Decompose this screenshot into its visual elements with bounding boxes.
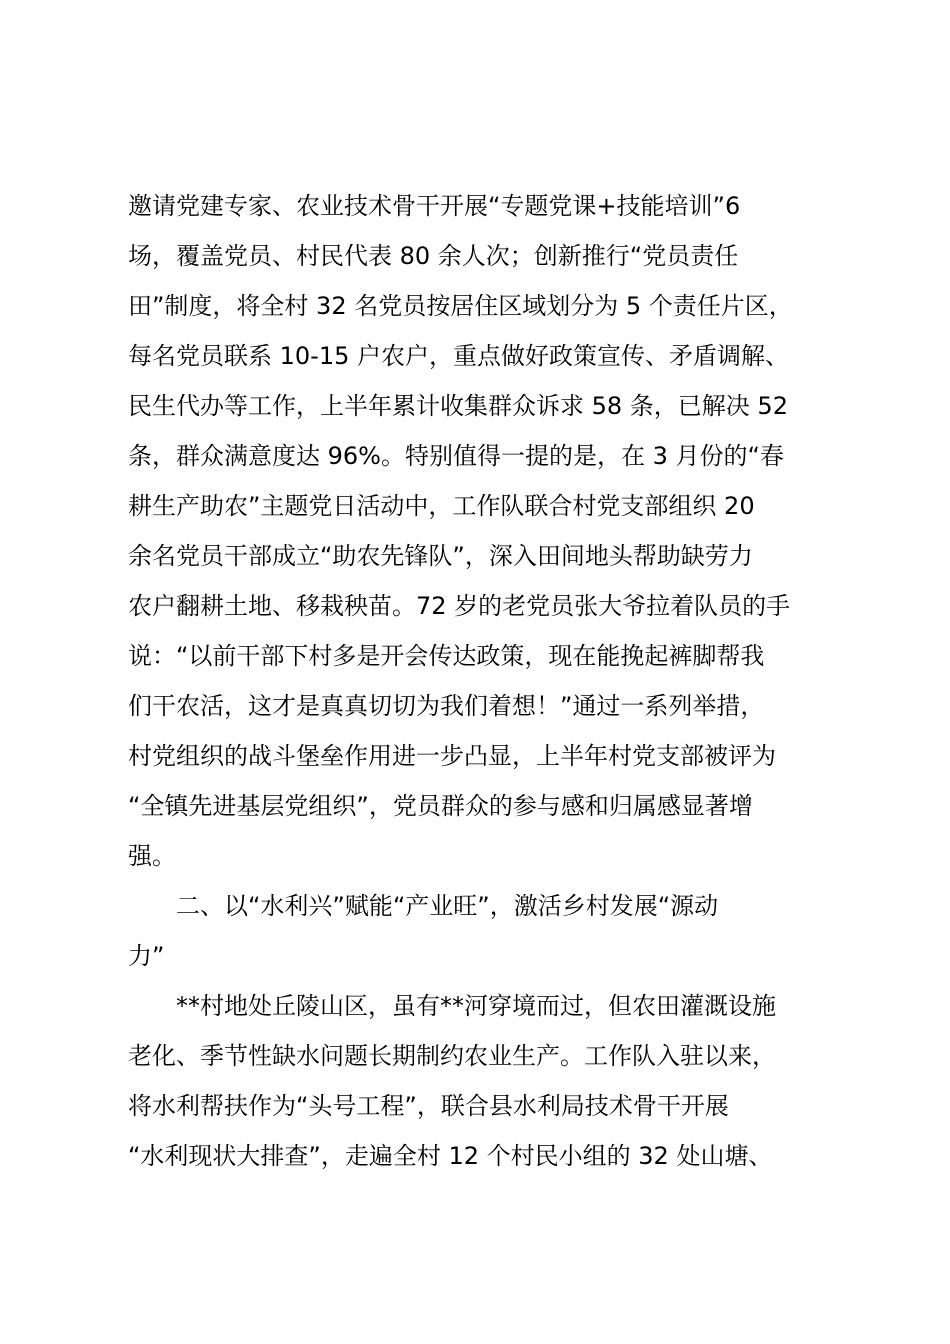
text-line: 耕生产助农”主题党日活动中，工作队联合村党支部组织 20 xyxy=(128,492,755,520)
text-line: **村地处丘陵山区，虽有**河穿境而过，但农田灌溉设施 xyxy=(176,992,776,1020)
text-line: 余名党员干部成立“助农先锋队”，深入田间地头帮助缺劳力 xyxy=(128,542,753,570)
text-line: “水利现状大排查”，走遍全村 12 个村民小组的 32 处山塘、 xyxy=(128,1142,773,1170)
text-line: “全镇先进基层党组织”，党员群众的参与感和归属感显著增 xyxy=(128,792,753,820)
text-line: 邀请党建专家、农业技术骨干开展“专题党课+技能培训”6 xyxy=(128,192,741,220)
text-line: 老化、季节性缺水问题长期制约农业生产。工作队入驻以来， xyxy=(128,1042,776,1070)
text-line: 每名党员联系 10-15 户农户，重点做好政策宣传、矛盾调解、 xyxy=(128,342,789,370)
text-line: 村党组织的战斗堡垒作用进一步凸显，上半年村党支部被评为 xyxy=(128,742,776,770)
section-heading: 二、以“水利兴”赋能“产业旺”，激活乡村发展“源动 xyxy=(176,892,719,920)
text-line: 民生代办等工作，上半年累计收集群众诉求 58 条，已解决 52 xyxy=(128,392,788,420)
text-line: 条，群众满意度达 96%。特别值得一提的是，在 3 月份的“春 xyxy=(128,442,784,470)
body-text xyxy=(128,181,850,1181)
text-line: 说：“以前干部下村多是开会传达政策，现在能挽起裤脚帮我 xyxy=(128,642,765,670)
text-line: 们干农活，这才是真真切切为我们着想！”通过一系列举措， xyxy=(128,692,765,720)
text-line: 农户翻耕土地、移栽秧苗。72 岁的老党员张大爷拉着队员的手 xyxy=(128,592,791,620)
section-heading-continued: 力” xyxy=(128,942,165,970)
text-line: 场，覆盖党员、村民代表 80 余人次；创新推行“党员责任 xyxy=(128,242,739,270)
text-line: 田”制度，将全村 32 名党员按居住区域划分为 5 个责任片区， xyxy=(128,292,793,320)
text-line: 将水利帮扶作为“头号工程”，联合县水利局技术骨干开展 xyxy=(128,1092,729,1120)
text-line: 强。 xyxy=(128,842,176,870)
